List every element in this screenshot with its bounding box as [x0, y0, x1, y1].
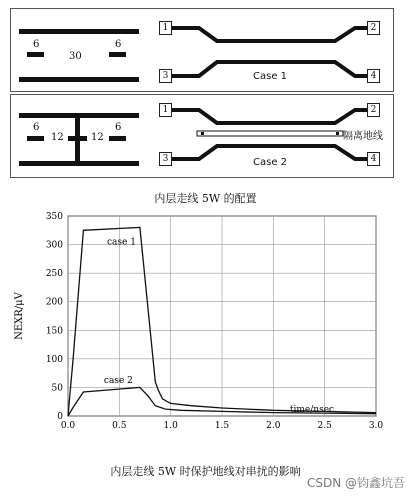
port-4: 4	[367, 152, 380, 166]
case2-cross-section	[11, 95, 151, 177]
guard-trace	[68, 136, 87, 141]
upper-trace	[171, 28, 375, 41]
bottom-plane	[19, 77, 139, 82]
figure-caption-top: 内层走线 5W 的配置	[154, 192, 257, 205]
figure-caption-bottom: 内层走线 5W 时保护地线对串扰的影响	[110, 465, 301, 478]
case1-panel	[10, 8, 394, 92]
guard-trace-rect	[197, 131, 343, 136]
width-label-2: 6	[115, 122, 122, 133]
y-tick-label: 200	[45, 297, 63, 308]
y-tick-label: 150	[45, 326, 63, 337]
top-plane	[19, 29, 139, 34]
x-tick-label: 3.0	[368, 421, 384, 431]
crosstalk-chart	[0, 208, 411, 468]
y-tick-label: 50	[51, 383, 63, 394]
watermark: CSDN @钧鑫坑吾	[306, 476, 405, 490]
y-axis-label: NEXR/μV	[14, 292, 25, 340]
port-1: 1	[159, 103, 172, 117]
x-tick-label: 2.0	[266, 421, 281, 431]
y-tick-label: 300	[45, 240, 63, 251]
spacing-label-2: 12	[91, 132, 104, 143]
x-tick-label: 0.5	[112, 421, 127, 431]
spacing-label: 30	[69, 51, 82, 62]
width-label-1: 6	[33, 39, 40, 50]
x-tick-label: 0.0	[60, 421, 76, 431]
x-tick-label: 1.0	[163, 421, 178, 431]
bottom-plane	[19, 161, 139, 166]
case2-panel	[10, 94, 394, 178]
port-3: 3	[159, 152, 172, 166]
y-tick-label: 250	[45, 269, 63, 280]
x-tick-label: 2.5	[317, 421, 332, 431]
port-2: 2	[367, 103, 380, 117]
trace-left	[27, 136, 44, 141]
annotation-case-2: case 2	[103, 375, 133, 386]
width-label-1: 6	[33, 122, 40, 133]
x-tick-label: 1.5	[214, 421, 230, 431]
spacing-label-1: 12	[51, 132, 64, 143]
trace-left	[27, 52, 44, 57]
port-4: 4	[367, 69, 380, 83]
port-3: 3	[159, 69, 172, 83]
guard-label: 隔离地线	[343, 131, 383, 142]
y-tick-label: 100	[45, 354, 63, 365]
case-label: Case 2	[253, 157, 288, 168]
case-label: Case 1	[253, 71, 288, 82]
width-label-2: 6	[115, 39, 122, 50]
guard-via-right	[336, 132, 339, 135]
y-tick-label: 0	[57, 412, 63, 422]
case1-cross-section	[11, 9, 151, 91]
port-1: 1	[159, 21, 172, 35]
annotation-case-1: case 1	[107, 237, 136, 248]
port-2: 2	[367, 21, 380, 35]
trace-right	[109, 52, 126, 57]
y-tick-label: 350	[45, 212, 63, 222]
x-axis-label: time/nsec	[289, 405, 335, 415]
trace-right	[109, 136, 126, 141]
guard-via-left	[201, 132, 204, 135]
upper-trace	[171, 110, 375, 123]
